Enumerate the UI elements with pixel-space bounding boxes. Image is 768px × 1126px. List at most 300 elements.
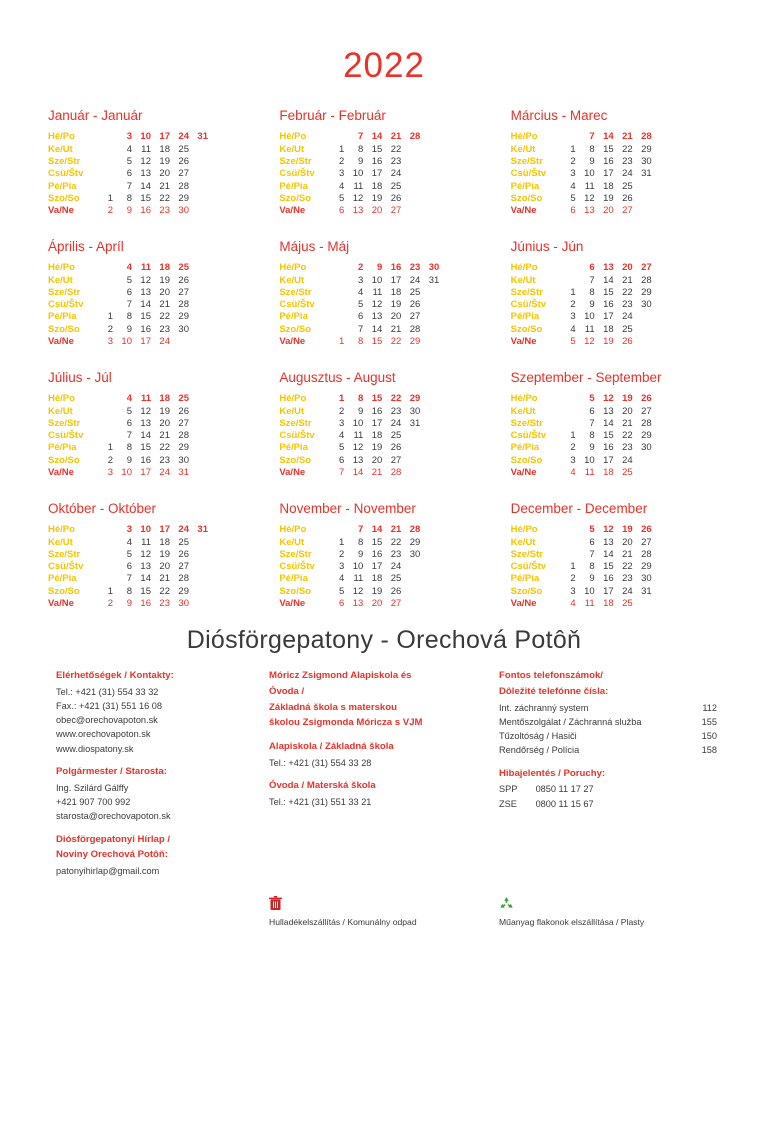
- date-cell: 5: [570, 192, 576, 204]
- contacts-block: [56, 669, 261, 756]
- date-cell: 11: [141, 143, 151, 155]
- month-table: [279, 524, 439, 610]
- date-cell: 27: [409, 311, 421, 323]
- date-cell: 9: [377, 262, 383, 274]
- date-cell: 29: [178, 585, 189, 597]
- date-cell: 9: [589, 573, 595, 585]
- week-row: [511, 418, 671, 430]
- fault-number: 0800 11 15 67: [535, 798, 594, 809]
- week-row: [279, 143, 439, 155]
- newspaper-title-sk: Noviny Orechová Potôň:: [56, 849, 168, 861]
- day-of-week-label: Pé/Pia: [510, 180, 540, 192]
- month-name: November - November: [279, 500, 416, 516]
- date-cell: 3: [126, 524, 132, 536]
- date-cell: [633, 311, 652, 323]
- date-cell: [401, 430, 420, 442]
- date-cell: 12: [603, 524, 614, 536]
- week-row: [279, 299, 439, 311]
- day-of-week-label: Szo/So: [279, 323, 311, 335]
- date-cell: 10: [140, 524, 151, 536]
- date-cell: 2: [107, 454, 113, 466]
- month-name: Október - Október: [48, 500, 157, 516]
- date-cell: 6: [570, 205, 576, 217]
- week-row: [511, 156, 671, 168]
- date-cell: 14: [603, 274, 614, 286]
- date-cell: 15: [603, 286, 614, 298]
- date-cell: [401, 205, 420, 217]
- date-cell: 31: [409, 417, 421, 429]
- week-row: [511, 336, 671, 348]
- week-row: [279, 418, 439, 430]
- date-cell: [652, 323, 671, 335]
- date-cell: 29: [409, 336, 421, 348]
- village-name: Diósförgepatony - Orechová Potôň: [186, 625, 582, 654]
- date-cell: 29: [641, 286, 652, 298]
- date-cell: 15: [140, 585, 151, 597]
- week-row: [511, 598, 671, 610]
- date-cell: [633, 467, 652, 479]
- date-cell: 10: [140, 131, 151, 143]
- month-block: [279, 108, 496, 217]
- week-row: [279, 405, 439, 417]
- day-of-week-label: Csü/Štv: [279, 299, 315, 311]
- date-cell: [325, 323, 344, 335]
- date-cell: 24: [390, 417, 402, 429]
- day-of-week-label: Va/Ne: [48, 205, 74, 217]
- date-cell: 9: [126, 454, 132, 466]
- date-cell: 13: [352, 205, 364, 217]
- day-of-week-label: Pé/Pia: [279, 180, 308, 192]
- date-cell: 24: [390, 168, 402, 180]
- date-cell: 11: [353, 180, 364, 192]
- date-cell: 11: [584, 467, 595, 479]
- date-cell: [420, 536, 439, 548]
- date-cell: 8: [589, 430, 595, 442]
- day-of-week-label: Ke/Ut: [48, 536, 73, 548]
- week-row: [511, 323, 671, 335]
- date-cell: 30: [178, 323, 189, 335]
- date-cell: 22: [159, 311, 170, 323]
- date-cell: [652, 573, 671, 585]
- date-cell: [189, 454, 208, 466]
- month-block: [511, 108, 728, 217]
- week-row: [511, 205, 671, 217]
- date-cell: 4: [339, 180, 345, 192]
- date-cell: 24: [622, 311, 633, 323]
- date-cell: [401, 467, 420, 479]
- date-cell: 12: [603, 393, 614, 405]
- date-cell: [420, 311, 439, 323]
- week-row: [511, 131, 671, 143]
- date-cell: 26: [178, 155, 189, 167]
- date-cell: [325, 274, 344, 286]
- date-cell: 29: [178, 311, 189, 323]
- date-cell: 30: [178, 205, 189, 217]
- date-cell: [94, 430, 113, 442]
- mayor-email[interactable]: starosta@orechovapoton.sk: [56, 811, 171, 822]
- month-block: [279, 370, 496, 479]
- month-table: [511, 131, 671, 217]
- date-cell: [401, 573, 420, 585]
- date-cell: 5: [126, 548, 132, 560]
- date-cell: [557, 405, 576, 417]
- week-row: [48, 585, 208, 597]
- date-cell: [189, 180, 208, 192]
- date-cell: 7: [126, 299, 132, 311]
- date-cell: 19: [603, 336, 614, 348]
- week-row: [48, 454, 208, 466]
- week-row: [279, 561, 439, 573]
- date-cell: 6: [339, 597, 345, 609]
- date-cell: 11: [140, 262, 151, 274]
- date-cell: [189, 467, 208, 479]
- date-cell: 16: [390, 262, 402, 274]
- services-row: [0, 888, 768, 927]
- date-cell: [652, 536, 671, 548]
- newspaper-email[interactable]: patonyihirlap@gmail.com: [56, 866, 160, 877]
- date-cell: 3: [339, 561, 345, 573]
- date-cell: 26: [641, 524, 652, 536]
- date-cell: 22: [622, 286, 633, 298]
- date-cell: 9: [589, 155, 595, 167]
- date-cell: 3: [126, 131, 132, 143]
- day-of-week-label: Sze/Str: [279, 155, 312, 167]
- date-cell: 13: [140, 417, 151, 429]
- date-cell: 11: [353, 573, 364, 585]
- month-name: Június - Jún: [510, 238, 584, 254]
- day-of-week-label: Sze/Str: [48, 548, 81, 560]
- date-cell: 13: [603, 536, 614, 548]
- week-row: [48, 393, 208, 405]
- date-cell: [557, 418, 576, 430]
- date-cell: 7: [126, 573, 132, 585]
- date-cell: 27: [641, 536, 652, 548]
- date-cell: 6: [126, 168, 132, 180]
- date-cell: [420, 430, 439, 442]
- date-cell: [401, 454, 420, 466]
- date-cell: 21: [622, 417, 633, 429]
- date-cell: 7: [126, 180, 132, 192]
- fault-row: [499, 797, 717, 811]
- date-cell: 29: [178, 442, 189, 454]
- date-cell: 4: [339, 573, 345, 585]
- week-row: [511, 143, 671, 155]
- date-cell: [652, 311, 671, 323]
- week-row: [511, 274, 671, 286]
- primary-school-block: [269, 740, 491, 770]
- date-cell: 27: [390, 597, 402, 609]
- week-row: [48, 405, 208, 417]
- date-cell: 11: [584, 323, 595, 335]
- month-table: [511, 524, 671, 610]
- emergency-number: 112: [702, 702, 717, 713]
- date-cell: 15: [371, 536, 383, 548]
- date-cell: 24: [390, 561, 402, 573]
- date-cell: 13: [352, 454, 364, 466]
- date-cell: 12: [352, 442, 364, 454]
- date-cell: 20: [371, 205, 383, 217]
- date-cell: 20: [390, 311, 402, 323]
- date-cell: 3: [107, 336, 113, 348]
- date-cell: [652, 299, 671, 311]
- contacts-website[interactable]: www.orechovapoton.sk: [56, 729, 151, 740]
- date-cell: [652, 274, 671, 286]
- week-row: [279, 454, 439, 466]
- week-row: [48, 536, 208, 548]
- date-cell: 1: [570, 430, 576, 442]
- month-name: Szeptember - September: [510, 369, 662, 385]
- day-of-week-label: Sze/Str: [48, 417, 81, 429]
- date-cell: 21: [159, 180, 170, 192]
- week-row: [279, 168, 439, 180]
- date-cell: 22: [159, 585, 170, 597]
- date-cell: 14: [371, 323, 383, 335]
- date-cell: 17: [390, 274, 402, 286]
- date-cell: 18: [390, 286, 402, 298]
- date-cell: 5: [339, 442, 345, 454]
- date-cell: 1: [570, 143, 576, 155]
- date-cell: 1: [107, 192, 113, 204]
- date-cell: [189, 205, 208, 217]
- contacts-line: Fax.: +421 (31) 551 16 08: [56, 700, 162, 711]
- date-cell: [633, 598, 652, 610]
- contacts-website[interactable]: www.diospatony.sk: [56, 743, 134, 754]
- date-cell: 14: [603, 417, 614, 429]
- date-cell: [94, 393, 113, 405]
- date-cell: 5: [126, 405, 132, 417]
- week-row: [279, 262, 439, 274]
- day-of-week-label: Sze/Str: [48, 286, 81, 298]
- month-name: December - December: [510, 500, 648, 516]
- date-cell: 3: [339, 168, 345, 180]
- day-of-week-label: Hé/Po: [510, 131, 538, 143]
- day-of-week-label: Ke/Ut: [279, 405, 305, 417]
- date-cell: [189, 393, 208, 405]
- date-cell: 9: [358, 155, 364, 167]
- date-cell: 22: [159, 442, 170, 454]
- date-cell: 17: [371, 168, 383, 180]
- date-cell: [420, 442, 439, 454]
- emergency-label: Rendőrség / Polícia: [499, 745, 580, 756]
- date-cell: 3: [107, 467, 113, 479]
- date-cell: [420, 454, 439, 466]
- date-cell: [189, 287, 208, 299]
- emergency-label: Mentőszolgálat / Záchranná služba: [499, 716, 642, 727]
- date-cell: 23: [390, 548, 402, 560]
- date-cell: 28: [409, 323, 421, 335]
- footer: [0, 669, 768, 888]
- day-of-week-label: Ke/Ut: [510, 274, 536, 286]
- date-cell: 15: [603, 561, 614, 573]
- date-cell: [633, 336, 652, 348]
- date-cell: 23: [622, 299, 633, 311]
- date-cell: 28: [178, 180, 189, 192]
- date-cell: [652, 524, 671, 536]
- waste-service: [269, 896, 469, 927]
- week-row: [48, 442, 208, 454]
- date-cell: 10: [584, 585, 595, 597]
- date-cell: 9: [358, 405, 364, 417]
- date-cell: 1: [107, 311, 113, 323]
- week-row: [48, 205, 208, 217]
- date-cell: 31: [178, 467, 189, 479]
- date-cell: 26: [622, 336, 633, 348]
- date-cell: [652, 598, 671, 610]
- date-cell: [189, 561, 208, 573]
- date-cell: 19: [622, 524, 633, 536]
- calendar-grid: [0, 108, 768, 610]
- month-name: Március - Marec: [510, 108, 608, 123]
- week-row: [279, 430, 439, 442]
- week-row: [511, 454, 671, 466]
- date-cell: [557, 131, 576, 143]
- date-cell: 16: [140, 323, 151, 335]
- week-row: [511, 442, 671, 454]
- date-cell: 25: [178, 536, 189, 548]
- contacts-email[interactable]: obec@orechovapoton.sk: [56, 715, 158, 726]
- date-cell: 16: [140, 454, 151, 466]
- date-cell: 26: [409, 299, 421, 311]
- date-cell: [652, 180, 671, 192]
- date-cell: 14: [140, 299, 151, 311]
- week-row: [279, 131, 439, 143]
- date-cell: 12: [140, 405, 151, 417]
- date-cell: 15: [603, 143, 614, 155]
- date-cell: 12: [140, 155, 151, 167]
- date-cell: 12: [140, 548, 151, 560]
- emergency-row: [499, 701, 717, 715]
- date-cell: 17: [603, 454, 614, 466]
- date-cell: [420, 405, 439, 417]
- date-cell: 1: [107, 442, 113, 454]
- day-of-week-label: Va/Ne: [279, 597, 306, 609]
- date-cell: [652, 287, 671, 299]
- date-cell: 2: [358, 262, 364, 274]
- emergency-block: [499, 669, 717, 758]
- date-cell: [189, 598, 208, 610]
- date-cell: 15: [371, 143, 383, 155]
- date-cell: 2: [570, 442, 576, 454]
- date-cell: 20: [159, 286, 170, 298]
- date-cell: 18: [371, 573, 383, 585]
- week-row: [279, 180, 439, 192]
- date-cell: [420, 336, 439, 348]
- date-cell: 15: [371, 393, 383, 405]
- trash-icon: [269, 896, 469, 914]
- date-cell: 24: [159, 467, 170, 479]
- week-row: [48, 131, 208, 143]
- date-cell: [652, 143, 671, 155]
- week-row: [279, 442, 439, 454]
- day-of-week-label: Sze/Str: [279, 417, 312, 429]
- day-of-week-label: Ke/Ut: [279, 274, 305, 286]
- date-cell: 31: [197, 131, 208, 143]
- date-cell: 8: [358, 143, 364, 155]
- waste-service-label: Hulladékelszállítás / Komunálny odpad: [269, 916, 417, 927]
- footer-column-school: [269, 669, 491, 888]
- week-row: [511, 573, 671, 585]
- date-cell: [325, 262, 344, 274]
- school-title-line: školou Zsigmonda Móricza s VJM: [269, 717, 423, 729]
- date-cell: [420, 131, 439, 143]
- date-cell: 7: [339, 467, 345, 479]
- week-row: [48, 299, 208, 311]
- date-cell: 18: [603, 323, 614, 335]
- date-cell: 27: [641, 405, 652, 417]
- date-cell: [189, 405, 208, 417]
- date-cell: [420, 418, 439, 430]
- emergency-row: [499, 715, 717, 729]
- date-cell: 25: [622, 597, 633, 609]
- recycle-icon: [499, 896, 699, 914]
- month-block: [48, 239, 265, 348]
- week-row: [48, 274, 208, 286]
- date-cell: [420, 299, 439, 311]
- date-cell: 12: [371, 299, 383, 311]
- week-row: [279, 156, 439, 168]
- date-cell: 7: [589, 417, 595, 429]
- day-of-week-label: Hé/Po: [48, 393, 75, 405]
- date-cell: 18: [603, 180, 614, 192]
- date-cell: 24: [159, 336, 170, 348]
- date-cell: 17: [603, 168, 614, 180]
- date-cell: 21: [371, 467, 383, 479]
- week-row: [48, 336, 208, 348]
- date-cell: 11: [372, 286, 383, 298]
- date-cell: 6: [589, 262, 595, 274]
- day-of-week-label: Szo/So: [48, 585, 80, 597]
- date-cell: [652, 131, 671, 143]
- date-cell: 6: [589, 536, 595, 548]
- day-of-week-label: Csü/Štv: [510, 430, 547, 442]
- date-cell: 28: [178, 430, 189, 442]
- date-cell: 21: [159, 430, 170, 442]
- date-cell: 25: [178, 262, 189, 274]
- date-cell: 13: [140, 168, 151, 180]
- day-of-week-label: Hé/Po: [48, 524, 75, 536]
- date-cell: 26: [178, 405, 189, 417]
- date-cell: [420, 180, 439, 192]
- date-cell: [652, 205, 671, 217]
- date-cell: [94, 156, 113, 168]
- date-cell: [420, 287, 439, 299]
- date-cell: 25: [409, 286, 421, 298]
- date-cell: 17: [371, 561, 383, 573]
- date-cell: 21: [159, 573, 170, 585]
- date-cell: 17: [603, 311, 614, 323]
- date-cell: [652, 548, 671, 560]
- primary-school-phone: Tel.: +421 (31) 554 33 28: [269, 758, 372, 769]
- date-cell: 21: [622, 131, 633, 143]
- date-cell: 17: [603, 585, 614, 597]
- date-cell: [401, 598, 420, 610]
- date-cell: 12: [352, 192, 364, 204]
- day-of-week-label: Pé/Pia: [48, 180, 77, 192]
- date-cell: 4: [126, 393, 132, 405]
- week-row: [511, 168, 671, 180]
- date-cell: 23: [390, 405, 402, 417]
- date-cell: [420, 393, 439, 405]
- date-cell: 6: [358, 311, 364, 323]
- month-block: [511, 370, 728, 479]
- date-cell: 29: [641, 143, 652, 155]
- date-cell: [633, 454, 652, 466]
- date-cell: 2: [339, 155, 345, 167]
- date-cell: 22: [390, 393, 402, 405]
- date-cell: [633, 323, 652, 335]
- kindergarten-title: Óvoda / Materská škola: [269, 780, 376, 792]
- date-cell: 21: [622, 274, 633, 286]
